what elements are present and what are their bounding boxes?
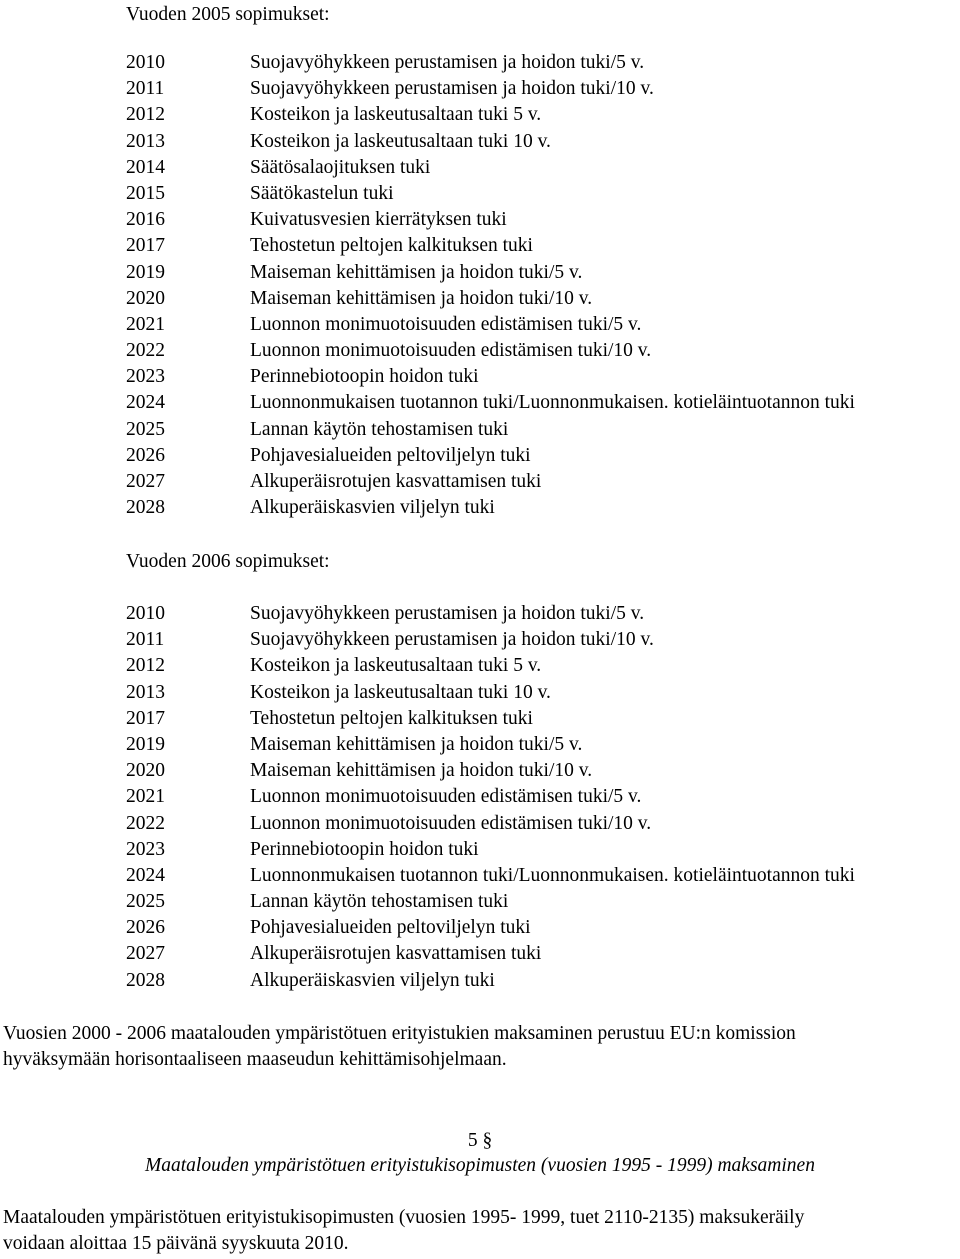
item-code: 2026 bbox=[126, 444, 165, 466]
list-item bbox=[126, 260, 855, 286]
item-label: Perinnebiotoopin hoidon tuki bbox=[250, 838, 479, 860]
section-heading-2006: Vuoden 2006 sopimukset: bbox=[126, 551, 330, 572]
paragraph-payment bbox=[3, 1205, 958, 1257]
item-label: Suojavyöhykkeen perustamisen ja hoidon tuki/5 v. bbox=[250, 603, 645, 624]
code-list-2005 bbox=[126, 50, 855, 521]
item-label: Luonnonmukaisen tuotannon tuki/Luonnonmukaisen. kotieläintuotannon tuki bbox=[250, 392, 855, 414]
item-code: 2013 bbox=[126, 681, 165, 703]
item-label: Suojavyöhykkeen perustamisen ja hoidon tuki/10 v. bbox=[250, 78, 654, 100]
list-item bbox=[126, 941, 855, 967]
paragraph-line: Maatalouden ympäristötuen erityistukisopimusten (vuosien 1995- 1999, tuet 2110-2135) maksukeräily bbox=[3, 1207, 805, 1228]
item-code: 2025 bbox=[126, 418, 165, 440]
item-label: Luonnonmukaisen tuotannon tuki/Luonnonmukaisen. kotieläintuotannon tuki bbox=[250, 864, 855, 886]
paragraph-legal-basis bbox=[3, 1021, 958, 1073]
item-label: Luonnon monimuotoisuuden edistämisen tuki/10 v. bbox=[250, 812, 652, 834]
chapter-title: Maatalouden ympäristötuen erityistukisopimusten (vuosien 1995 - 1999) maksaminen bbox=[145, 1155, 815, 1176]
item-code: 2026 bbox=[126, 917, 165, 939]
item-label: Luonnon monimuotoisuuden edistämisen tuki/5 v. bbox=[250, 786, 642, 808]
item-label: Tehostetun peltojen kalkituksen tuki bbox=[250, 235, 533, 257]
list-item bbox=[126, 889, 855, 915]
list-item bbox=[126, 601, 855, 627]
item-label: Perinnebiotoopin hoidon tuki bbox=[250, 366, 479, 388]
list-item bbox=[126, 390, 855, 416]
item-label: Lannan käytön tehostamisen tuki bbox=[250, 891, 509, 913]
list-item bbox=[126, 364, 855, 390]
item-label: Kuivatusvesien kierrätyksen tuki bbox=[250, 209, 507, 231]
paragraph-line: Vuosien 2000 - 2006 maatalouden ympäristötuen erityistukien maksaminen perustuu EU:n komission bbox=[3, 1023, 796, 1044]
item-label: Luonnon monimuotoisuuden edistämisen tuki/10 v. bbox=[250, 340, 652, 362]
item-label: Suojavyöhykkeen perustamisen ja hoidon tuki/5 v. bbox=[250, 52, 645, 73]
item-label: Kosteikon ja laskeutusaltaan tuki 5 v. bbox=[250, 104, 542, 126]
item-code: 2013 bbox=[126, 130, 165, 152]
list-item bbox=[126, 50, 855, 76]
item-label: Pohjavesialueiden peltoviljelyn tuki bbox=[250, 444, 531, 466]
list-item bbox=[126, 706, 855, 732]
list-item bbox=[126, 233, 855, 259]
list-item bbox=[126, 837, 855, 863]
list-item bbox=[126, 680, 855, 706]
item-label: Maiseman kehittämisen ja hoidon tuki/10 v. bbox=[250, 287, 593, 309]
item-code: 2021 bbox=[126, 313, 165, 335]
list-item bbox=[126, 129, 855, 155]
paragraph-line: voidaan aloittaa 15 päivänä syyskuuta 2010. bbox=[3, 1233, 349, 1255]
item-code: 2028 bbox=[126, 497, 165, 519]
list-item bbox=[126, 338, 855, 364]
list-item bbox=[126, 286, 855, 312]
item-code: 2027 bbox=[126, 943, 165, 965]
item-code: 2022 bbox=[126, 340, 165, 362]
code-list-2006 bbox=[126, 601, 855, 994]
item-label: Alkuperäiskasvien viljelyn tuki bbox=[250, 497, 495, 519]
item-code: 2017 bbox=[126, 707, 165, 729]
item-label: Maiseman kehittämisen ja hoidon tuki/5 v. bbox=[250, 261, 583, 283]
item-code: 2012 bbox=[126, 104, 165, 126]
item-code: 2025 bbox=[126, 891, 165, 913]
item-code: 2015 bbox=[126, 182, 165, 204]
item-label: Säätökastelun tuki bbox=[250, 182, 394, 204]
list-item bbox=[126, 495, 855, 521]
item-code: 2020 bbox=[126, 760, 165, 782]
list-item bbox=[126, 443, 855, 469]
item-label: Kosteikon ja laskeutusaltaan tuki 10 v. bbox=[250, 681, 551, 703]
list-item bbox=[126, 811, 855, 837]
item-code: 2010 bbox=[126, 603, 165, 624]
item-code: 2020 bbox=[126, 287, 165, 309]
item-label: Kosteikon ja laskeutusaltaan tuki 10 v. bbox=[250, 130, 551, 152]
list-item bbox=[126, 627, 855, 653]
item-code: 2027 bbox=[126, 471, 165, 492]
chapter-number: 5 § bbox=[467, 1130, 493, 1151]
list-item bbox=[126, 653, 855, 679]
list-item bbox=[126, 155, 855, 181]
item-code: 2016 bbox=[126, 209, 165, 231]
item-code: 2024 bbox=[126, 864, 165, 886]
item-code: 2024 bbox=[126, 392, 165, 414]
list-item bbox=[126, 102, 855, 128]
paragraph-line: hyväksymään horisontaaliseen maaseudun kehittämisohjelmaan. bbox=[3, 1049, 507, 1071]
item-label: Pohjavesialueiden peltoviljelyn tuki bbox=[250, 917, 531, 939]
item-label: Alkuperäiskasvien viljelyn tuki bbox=[250, 969, 495, 991]
item-code: 2022 bbox=[126, 812, 165, 834]
item-code: 2021 bbox=[126, 786, 165, 808]
list-item bbox=[126, 469, 855, 495]
item-label: Luonnon monimuotoisuuden edistämisen tuki/5 v. bbox=[250, 313, 642, 335]
item-label: Kosteikon ja laskeutusaltaan tuki 5 v. bbox=[250, 655, 542, 677]
list-item bbox=[126, 417, 855, 443]
item-label: Alkuperäisrotujen kasvattamisen tuki bbox=[250, 943, 542, 965]
list-item bbox=[126, 207, 855, 233]
list-item bbox=[126, 312, 855, 338]
item-label: Alkuperäisrotujen kasvattamisen tuki bbox=[250, 471, 542, 492]
item-code: 2012 bbox=[126, 655, 165, 677]
item-label: Maiseman kehittämisen ja hoidon tuki/5 v. bbox=[250, 733, 583, 755]
item-code: 2028 bbox=[126, 969, 165, 991]
item-code: 2019 bbox=[126, 733, 165, 755]
item-code: 2014 bbox=[126, 156, 165, 178]
item-label: Lannan käytön tehostamisen tuki bbox=[250, 418, 509, 440]
item-code: 2023 bbox=[126, 366, 165, 388]
list-item bbox=[126, 758, 855, 784]
item-code: 2023 bbox=[126, 838, 165, 860]
list-item bbox=[126, 732, 855, 758]
list-item bbox=[126, 76, 855, 102]
section-heading-2005: Vuoden 2005 sopimukset: bbox=[126, 4, 330, 25]
item-code: 2019 bbox=[126, 261, 165, 283]
item-label: Säätösalaojituksen tuki bbox=[250, 156, 431, 178]
list-item bbox=[126, 181, 855, 207]
list-item bbox=[126, 863, 855, 889]
item-code: 2011 bbox=[126, 78, 165, 100]
item-code: 2010 bbox=[126, 52, 165, 73]
list-item bbox=[126, 915, 855, 941]
list-item bbox=[126, 968, 855, 994]
item-code: 2011 bbox=[126, 629, 165, 651]
item-code: 2017 bbox=[126, 235, 165, 257]
item-label: Maiseman kehittämisen ja hoidon tuki/10 v. bbox=[250, 760, 593, 782]
item-label: Tehostetun peltojen kalkituksen tuki bbox=[250, 707, 533, 729]
item-label: Suojavyöhykkeen perustamisen ja hoidon tuki/10 v. bbox=[250, 629, 654, 651]
list-item bbox=[126, 784, 855, 810]
